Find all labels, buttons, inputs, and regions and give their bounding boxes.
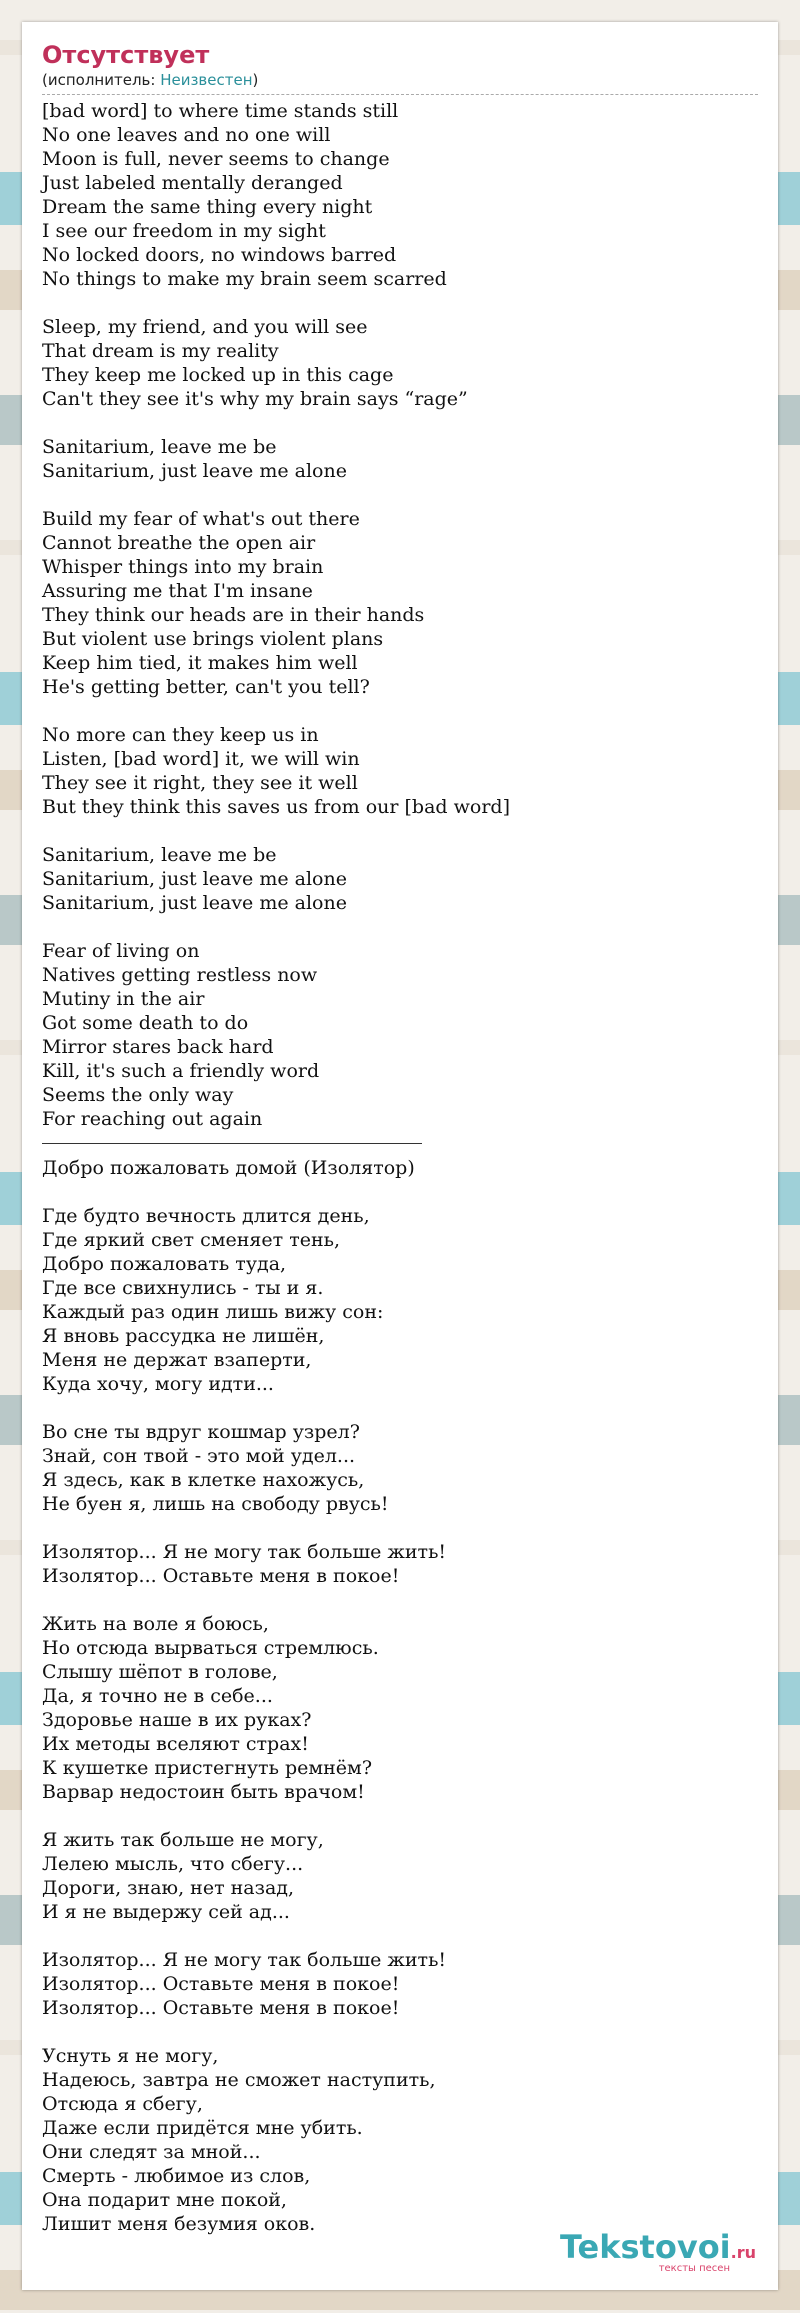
translation-line: К кушетке пристегнуть ремнём? <box>42 1757 373 1779</box>
translation-line: Изолятор... Оставьте меня в покое! <box>42 1973 400 1995</box>
lyric-line: Sanitarium, leave me be <box>42 844 277 866</box>
translation-line: Добро пожаловать туда, <box>42 1253 287 1275</box>
stanza-gap <box>42 411 758 435</box>
lyric-line: Got some death to do <box>42 1012 249 1034</box>
song-title: Отсутствует <box>42 41 210 69</box>
lyric-line: Just labeled mentally deranged <box>42 172 343 194</box>
translation-line: Слышу шёпот в голове, <box>42 1661 278 1683</box>
translation-line: Лишит меня безумия оков. <box>42 2213 316 2235</box>
translation-line: Дороги, знаю, нет назад, <box>42 1877 295 1899</box>
translation-line: И я не выдержу сей ад... <box>42 1901 290 1923</box>
translation-line: Где все свихнулись - ты и я. <box>42 1277 324 1299</box>
translation-line: Я жить так больше не могу, <box>42 1829 324 1851</box>
lyric-line: Fear of living on <box>42 940 200 962</box>
translation-line: Изолятор... Оставьте меня в покое! <box>42 1997 400 2019</box>
lyric-line: Can't they see it's why my brain says “rage” <box>42 388 468 410</box>
translation-line: Но отсюда вырваться стремлюсь. <box>42 1637 379 1659</box>
lyric-line: Mutiny in the air <box>42 988 205 1010</box>
lyric-line: Assuring me that I'm insane <box>42 580 313 602</box>
lyric-line: But violent use brings violent plans <box>42 628 384 650</box>
translation-line: Варвар недостоин быть врачом! <box>42 1781 365 1803</box>
translation-line: Я вновь рассудка не лишён, <box>42 1325 325 1347</box>
translation-line: Не буен я, лишь на свободу рвусь! <box>42 1493 389 1515</box>
stanza-gap <box>42 819 758 843</box>
stanza-gap <box>42 2020 758 2044</box>
stanza-gap <box>42 1180 758 1204</box>
artist-suffix: ) <box>252 71 259 89</box>
lyric-line: They think our heads are in their hands <box>42 604 425 626</box>
translation-line: Изолятор... Я не могу так больше жить! <box>42 1949 447 1971</box>
translation-line: Я здесь, как в клетке нахожусь, <box>42 1469 365 1491</box>
translation-line: Отсюда я сбегу, <box>42 2093 203 2115</box>
translation-line: Меня не держат взаперти, <box>42 1349 312 1371</box>
stanza-gap <box>42 699 758 723</box>
lyric-line: For reaching out again <box>42 1108 263 1130</box>
lyric-line: They see it right, they see it well <box>42 772 358 794</box>
translation-line: Изолятор... Оставьте меня в покое! <box>42 1565 400 1587</box>
lyric-line: Mirror stares back hard <box>42 1036 274 1058</box>
lyric-line: Kill, it's such a friendly word <box>42 1060 320 1082</box>
lyric-line: Sanitarium, just leave me alone <box>42 868 347 890</box>
lyrics-text <box>42 99 758 2236</box>
lyric-line: Listen, [bad word] it, we will win <box>42 748 360 770</box>
artist-link[interactable]: Неизвестен <box>160 71 253 89</box>
translation-line: Где яркий свет сменяет тень, <box>42 1229 340 1251</box>
stanza-gap <box>42 1924 758 1948</box>
translation-line: Уснуть я не могу, <box>42 2045 219 2067</box>
translation-line: Даже если придётся мне убить. <box>42 2117 363 2139</box>
translation-line: Лелею мысль, что сбегу... <box>42 1853 304 1875</box>
lyric-line: Keep him tied, it makes him well <box>42 652 358 674</box>
translation-line: Надеюсь, завтра не сможет наступить, <box>42 2069 436 2091</box>
artist-line <box>42 70 758 95</box>
artist-prefix: (исполнитель: <box>42 71 161 89</box>
lyric-line: Sanitarium, just leave me alone <box>42 460 347 482</box>
lyric-line: No more can they keep us in <box>42 724 319 746</box>
translation-line: Каждый раз один лишь вижу сон: <box>42 1301 384 1323</box>
translation-title: Добро пожаловать домой (Изолятор) <box>42 1157 415 1179</box>
lyric-line: They keep me locked up in this cage <box>42 364 394 386</box>
translation-divider <box>42 1131 422 1144</box>
lyric-line: Build my fear of what's out there <box>42 508 360 530</box>
stanza-gap <box>42 915 758 939</box>
site-logo[interactable] <box>560 2230 756 2274</box>
translation-line: Они следят за мной... <box>42 2141 261 2163</box>
lyric-line: He's getting better, can't you tell? <box>42 676 370 698</box>
lyric-line: Seems the only way <box>42 1084 234 1106</box>
translation-line: Жить на воле я боюсь, <box>42 1613 269 1635</box>
stanza-gap <box>42 1396 758 1420</box>
lyric-line: Dream the same thing every night <box>42 196 373 218</box>
lyric-line: [bad word] to where time stands still <box>42 100 399 122</box>
stanza-gap <box>42 1516 758 1540</box>
translation-line: Изолятор... Я не могу так больше жить! <box>42 1541 447 1563</box>
lyric-line: That dream is my reality <box>42 340 279 362</box>
lyric-line: Sanitarium, leave me be <box>42 436 277 458</box>
translation-line: Смерть - любимое из слов, <box>42 2165 311 2187</box>
stanza-gap <box>42 1588 758 1612</box>
stanza-gap <box>42 291 758 315</box>
lyric-line: Moon is full, never seems to change <box>42 148 390 170</box>
lyric-line: I see our freedom in my sight <box>42 220 326 242</box>
lyrics-card <box>22 22 778 2290</box>
stanza-gap <box>42 483 758 507</box>
lyric-line: Sleep, my friend, and you will see <box>42 316 368 338</box>
translation-line: Их методы вселяют страх! <box>42 1733 309 1755</box>
lyric-line: No one leaves and no one will <box>42 124 331 146</box>
logo-name: Tekstovoi <box>559 2228 731 2266</box>
lyric-line: No things to make my brain seem scarred <box>42 268 447 290</box>
lyric-line: Sanitarium, just leave me alone <box>42 892 347 914</box>
lyric-line: Cannot breathe the open air <box>42 532 316 554</box>
translation-line: Знай, сон твой - это мой удел... <box>42 1445 356 1467</box>
translation-line: Куда хочу, могу идти... <box>42 1373 274 1395</box>
stanza-gap <box>42 1804 758 1828</box>
translation-line: Да, я точно не в себе... <box>42 1685 273 1707</box>
translation-line: Во сне ты вдруг кошмар узрел? <box>42 1421 360 1443</box>
lyric-line: Natives getting restless now <box>42 964 318 986</box>
logo-tagline: тексты песен <box>658 2263 730 2274</box>
translation-line: Где будто вечность длится день, <box>42 1205 370 1227</box>
translation-line: Здоровье наше в их руках? <box>42 1709 312 1731</box>
lyric-line: But they think this saves us from our [bad word] <box>42 796 510 818</box>
translation-line: Она подарит мне покой, <box>42 2189 287 2211</box>
lyric-line: Whisper things into my brain <box>42 556 324 578</box>
lyric-line: No locked doors, no windows barred <box>42 244 397 266</box>
logo-domain: .ru <box>730 2243 756 2262</box>
